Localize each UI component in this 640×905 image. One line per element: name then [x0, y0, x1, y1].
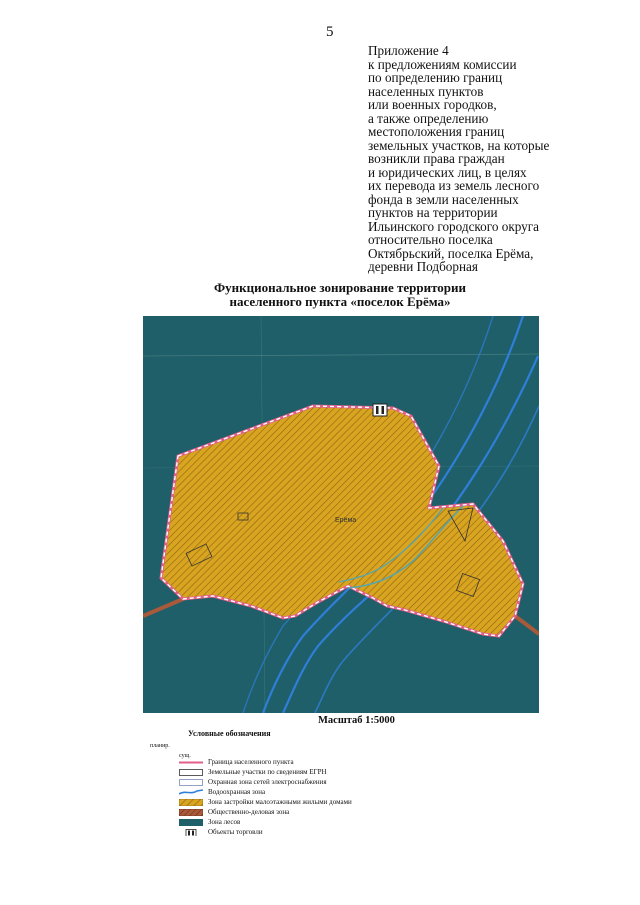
power-zone-icon	[179, 779, 203, 786]
map-title-line-1: Функциональное зонирование территории	[214, 280, 466, 295]
parcel-line-icon	[179, 769, 203, 776]
appendix-line: по определению границ	[368, 70, 503, 85]
map-scale: Масштаб 1:5000	[318, 715, 395, 726]
legend-item-public	[150, 808, 410, 818]
legend-label: Охранная зона сетей электроснабжения	[208, 778, 327, 786]
public-hatch-icon	[179, 809, 203, 816]
appendix-line: Ильинского городского округа	[368, 218, 540, 234]
legend-label: Граница населенного пункта	[208, 758, 294, 766]
appendix-line: пунктов на территории	[368, 205, 498, 220]
appendix-line: Октябрьский, поселка Ерёма,	[368, 245, 534, 261]
appendix-line: деревни Подборная	[368, 259, 478, 274]
appendix-line: местоположения границ	[368, 124, 505, 139]
legend-item-water-zone	[150, 788, 410, 798]
appendix-line: или военных городков,	[368, 97, 497, 112]
map-canvas	[143, 316, 539, 713]
appendix-line: возникли права граждан	[368, 151, 505, 166]
legend-item-boundary	[150, 758, 410, 768]
zoning-map	[143, 316, 539, 713]
appendix-line: к предложениям комиссии	[368, 56, 517, 72]
shop-icon	[373, 404, 387, 416]
legend-label: Объекты торговли	[208, 828, 263, 836]
legend-label: Земельные участки по сведениям ЕГРН	[208, 768, 327, 776]
appendix-line: фонда в земли населенных	[368, 191, 519, 207]
appendix-line: относительно поселка	[368, 232, 493, 247]
map-title	[140, 281, 540, 309]
legend-item-power-zone	[150, 778, 410, 788]
legend-item-forest	[150, 818, 410, 828]
legend-item-residential	[150, 798, 410, 808]
legend-title: Условные обозначения	[188, 729, 271, 738]
boundary-line-icon	[179, 759, 203, 766]
legend-label: Общественно-деловая зона	[208, 808, 290, 816]
appendix-line: земельных участков, на которые	[368, 137, 550, 153]
settlement-label: Ерёма	[335, 517, 357, 524]
appendix-line: а также определению	[368, 110, 489, 126]
legend-label: Зона лесов	[208, 818, 241, 826]
appendix-line: и юридических лиц, в целях	[368, 164, 527, 180]
appendix-line: Приложение 4	[368, 43, 449, 58]
legend-item-shop	[150, 828, 410, 838]
appendix-line: их перевода из земель лесного	[368, 178, 540, 193]
legend-label: Водоохранная зона	[208, 788, 266, 796]
shop-icon	[179, 829, 203, 836]
appendix-caption	[368, 44, 628, 274]
legend-item-parcels	[150, 768, 410, 778]
page-number: 5	[326, 24, 334, 40]
legend-label: Зона застройки малоэтажными жилыми домами	[208, 798, 352, 806]
legend-column-plan: планир.	[150, 743, 170, 749]
residential-hatch-icon	[179, 799, 203, 806]
appendix-line: населенных пунктов	[368, 83, 484, 99]
forest-fill-icon	[179, 819, 203, 826]
map-title-line-2: населенного пункта «поселок Ерёма»	[229, 294, 451, 309]
water-zone-icon	[179, 789, 203, 796]
legend-column-existing: сущ.	[179, 753, 191, 759]
